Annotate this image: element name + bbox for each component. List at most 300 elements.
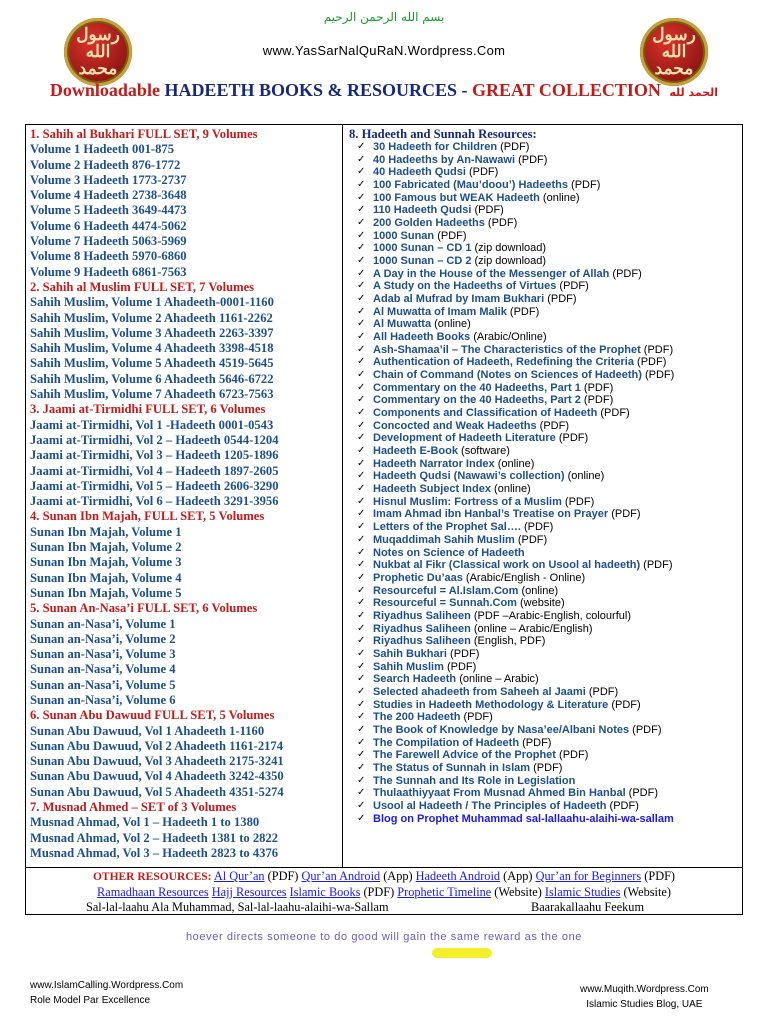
resource-link[interactable]: Resourceful = Al.Islam.Com: [373, 584, 519, 597]
resource-item: [347, 369, 741, 382]
checkmark-icon: ✓: [357, 407, 366, 419]
volume-link[interactable]: Sunan Abu Dawuud, Vol 1 Ahadeeth 1-1160: [30, 723, 265, 738]
checkmark-icon: ✓: [357, 609, 366, 621]
footer-left: [30, 978, 183, 1008]
footer-left-tagline: Role Model Par Excellence: [30, 995, 151, 1006]
volume-link[interactable]: Volume 5 Hadeeth 3649-4473: [30, 203, 187, 218]
hadeeth-resources-column: [347, 127, 741, 825]
resource-link[interactable]: A Study on the Hadeeths of Virtues: [373, 280, 557, 293]
resource-item: [347, 306, 741, 319]
resource-link[interactable]: The Sunnah and Its Role in Legislation: [373, 774, 576, 787]
resource-link[interactable]: The Book of Knowledge by Nasa’ee/Albani Notes: [373, 723, 630, 736]
collection-heading: 5. Sunan An-Nasa’i FULL SET, 6 Volumes: [30, 601, 258, 616]
resource-link[interactable]: Prophetic Du’aas: [373, 571, 463, 584]
resource-item: [347, 470, 741, 483]
resource-link[interactable]: The 200 Hadeeth: [373, 711, 461, 724]
resource-format: (online): [494, 457, 535, 470]
checkmark-icon: ✓: [357, 787, 366, 799]
title-part-downloadable: Downloadable: [49, 80, 160, 100]
other-resource-link[interactable]: Ramadhaan Resources: [97, 885, 209, 899]
checkmark-icon: ✓: [357, 229, 366, 241]
resource-item: [347, 648, 741, 661]
resource-link[interactable]: Ash-Shamaa’il – The Characteristics of the Prophet: [373, 343, 641, 356]
resource-link[interactable]: Imam Ahmad ibn Hanbal’s Treatise on Prayer: [373, 508, 609, 521]
checkmark-icon: ✓: [357, 635, 366, 647]
baraka-text: Baarakallaahu Feekum: [531, 900, 645, 914]
resource-link[interactable]: Authentication of Hadeeth, Redefining the Criteria: [373, 356, 634, 369]
resource-item: [347, 458, 741, 471]
column-divider: [342, 125, 343, 867]
resource-item: [347, 268, 741, 281]
resource-format: (PDF): [544, 293, 577, 306]
resource-item: [347, 407, 741, 420]
resource-link[interactable]: Riyadhus Saliheen: [373, 622, 471, 635]
volume-link[interactable]: Sunan an-Nasa’i, Volume 1: [30, 616, 176, 631]
resource-link[interactable]: Sahih Muslim: [373, 660, 444, 673]
resource-format: (PDF): [608, 508, 641, 521]
resource-link[interactable]: Commentary on the 40 Hadeeths, Part 2: [373, 394, 581, 407]
other-resource-link[interactable]: Prophetic Timeline: [397, 885, 492, 899]
resource-item: [347, 356, 741, 369]
resource-item: [347, 496, 741, 509]
resource-link[interactable]: Components and Classification of Hadeeth: [373, 407, 598, 420]
resource-item: [347, 749, 741, 762]
volume-link[interactable]: Volume 4 Hadeeth 2738-3648: [30, 188, 187, 203]
checkmark-icon: ✓: [357, 584, 366, 596]
resource-link[interactable]: Blog on Prophet Muhammad sal-lallaahu-alaihi-wa-sallam: [373, 812, 674, 825]
resource-item: [347, 534, 741, 547]
checkmark-icon: ✓: [357, 571, 366, 583]
resource-item: [347, 585, 741, 598]
checkmark-icon: ✓: [357, 761, 366, 773]
resource-format: (software): [457, 445, 510, 458]
resources-section-title: 8. Hadeeth and Sunnah Resources:: [349, 127, 537, 141]
resource-link[interactable]: Al Muwatta: [373, 318, 432, 331]
resource-item: [347, 813, 741, 826]
resource-link[interactable]: 40 Hadeeth Qudsi: [373, 166, 466, 179]
volume-link[interactable]: Musnad Ahmad, Vol 3 – Hadeeth 2823 to 4376: [30, 845, 279, 860]
resource-item: [347, 394, 741, 407]
resource-format: (PDF): [641, 369, 675, 382]
footer-right-tagline: Islamic Studies Blog, UAE: [586, 999, 703, 1010]
other-resource-link[interactable]: Qur’an Android: [301, 869, 381, 883]
resource-link[interactable]: Selected ahadeeth from Saheeh al Jaami: [373, 685, 586, 698]
resource-item: [347, 192, 741, 205]
checkmark-icon: ✓: [357, 166, 366, 178]
other-resource-format: (App): [380, 869, 416, 883]
checkmark-icon: ✓: [357, 331, 366, 343]
bismillah: بسم الله الرحمن الرحيم: [323, 10, 445, 24]
checkmark-icon: ✓: [357, 723, 366, 735]
other-resource-format: (PDF): [641, 869, 676, 883]
other-resource-link[interactable]: Islamic Studies: [544, 885, 621, 899]
footer-quote: hoever directs someone to do good will gain the same reward as the one: [185, 931, 583, 943]
resource-item: [347, 344, 741, 357]
other-resource-format: (App): [500, 869, 536, 883]
resource-item: [347, 432, 741, 445]
other-resources-line-1: [26, 869, 742, 885]
resource-item: [347, 420, 741, 433]
checkmark-icon: ✓: [357, 318, 366, 330]
resource-format: (online): [564, 470, 605, 483]
other-resources-label: OTHER RESOURCES:: [92, 871, 212, 883]
resource-format: (PDF): [580, 381, 614, 394]
checkmark-icon: ✓: [357, 191, 366, 203]
resource-item: [347, 255, 741, 268]
resource-item: [347, 154, 741, 167]
checkmark-icon: ✓: [357, 179, 366, 191]
checkmark-icon: ✓: [357, 293, 366, 305]
resource-item: [347, 737, 741, 750]
volume-link[interactable]: Sunan Abu Dawuud, Vol 3 Ahadeeth 2175-3241: [30, 754, 284, 769]
volume-link[interactable]: Volume 6 Hadeeth 4474-5062: [30, 218, 187, 233]
resource-format: (PDF): [484, 217, 518, 230]
resource-format: (PDF): [497, 141, 530, 153]
volume-link[interactable]: Sunan an-Nasa’i, Volume 5: [30, 677, 176, 692]
volume-link[interactable]: Volume 2 Hadeeth 876-1772: [30, 157, 181, 172]
checkmark-icon: ✓: [357, 381, 366, 393]
resource-format: (online): [431, 318, 471, 331]
volume-link[interactable]: Sunan Abu Dawuud, Vol 5 Ahadeeth 4351-5274: [30, 784, 284, 799]
other-resource-link[interactable]: Qur’an for Beginners: [535, 869, 642, 883]
resource-link[interactable]: Thulaathiyyaat From Musnad Ahmed Bin Hanbal: [373, 787, 626, 800]
resource-format: (PDF): [609, 267, 642, 280]
resource-link[interactable]: 1000 Sunan – CD 1: [373, 242, 472, 255]
resource-format: (PDF): [608, 698, 641, 711]
checkmark-icon: ✓: [357, 470, 366, 482]
resource-item: [347, 166, 741, 179]
checkmark-icon: ✓: [357, 356, 366, 368]
resource-link[interactable]: All Hadeeth Books: [373, 331, 471, 344]
salawat-text: Sal-lal-laahu Ala Muhammad, Sal-lal-laahu-alaihi-wa-Sallam: [86, 900, 389, 914]
volume-link[interactable]: Jaami at-Tirmidhi, Vol 5 – Hadeeth 2606-3290: [30, 478, 279, 493]
resource-link[interactable]: Muqaddimah Sahih Muslim: [373, 533, 515, 546]
resource-item: [347, 521, 741, 534]
volume-link[interactable]: Sunan an-Nasa’i, Volume 6: [30, 692, 176, 707]
resource-link[interactable]: Sahih Bukhari: [373, 647, 447, 660]
resource-link[interactable]: Al Muwatta of Imam Malik: [373, 305, 507, 318]
resource-format: (PDF): [633, 356, 667, 369]
volume-link[interactable]: Sunan Ibn Majah, Volume 5: [30, 585, 182, 600]
resource-item: [347, 661, 741, 674]
resource-item: [347, 610, 741, 623]
resource-link[interactable]: The Compilation of Hadeeth: [373, 736, 520, 749]
volume-link[interactable]: Sunan Abu Dawuud, Vol 4 Ahadeeth 3242-4350: [30, 769, 284, 784]
resource-link[interactable]: Adab al Mufrad by Imam Bukhari: [373, 293, 545, 306]
other-resources-box: [25, 867, 743, 915]
resource-item: [347, 280, 741, 293]
resource-item: [347, 559, 741, 572]
seal-logo-text: رسول الله محمد: [652, 24, 696, 79]
resource-format: (online): [490, 483, 531, 496]
resource-format: (Arabic/English - Online): [462, 571, 586, 584]
resource-link[interactable]: A Day in the House of the Messenger of Allah: [373, 267, 610, 280]
checkmark-icon: ✓: [357, 343, 366, 355]
resource-item: [347, 699, 741, 712]
checkmark-icon: ✓: [357, 508, 366, 520]
checkmark-icon: ✓: [357, 153, 366, 165]
checkmark-icon: ✓: [357, 749, 366, 761]
resource-format: (PDF): [555, 432, 589, 445]
resource-item: [347, 318, 741, 331]
volume-link[interactable]: Musnad Ahmad, Vol 1 – Hadeeth 1 to 1380: [30, 815, 260, 830]
volume-link[interactable]: Jaami at-Tirmidhi, Vol 3 – Hadeeth 1205-1896: [30, 448, 279, 463]
volume-link[interactable]: Sunan an-Nasa’i, Volume 3: [30, 647, 176, 662]
volume-link[interactable]: Musnad Ahmad, Vol 2 – Hadeeth 1381 to 2822: [30, 830, 279, 845]
resource-link[interactable]: 1000 Sunan: [373, 229, 435, 242]
volume-link[interactable]: Volume 1 Hadeeth 001-875: [30, 142, 175, 157]
resource-format: (PDF): [567, 179, 601, 192]
resource-format: (PDF): [580, 394, 614, 407]
resource-link[interactable]: Hadeeth Qudsi (Nawawi’s collection): [373, 470, 565, 483]
volume-link[interactable]: Sunan Ibn Majah, Volume 2: [30, 540, 182, 555]
resource-format: (PDF): [443, 660, 477, 673]
resource-format: (PDF): [515, 153, 548, 166]
resource-link[interactable]: 100 Fabricated (Mau’doou’) Hadeeths: [373, 179, 568, 192]
resource-link[interactable]: Nukbat al Fikr (Classical work on Usool al hadeeth): [373, 559, 641, 572]
resource-item: [347, 141, 741, 154]
resource-format: (PDF): [625, 787, 659, 800]
seal-logo-text: رسول الله محمد: [76, 24, 120, 79]
checkmark-icon: ✓: [357, 533, 366, 545]
volume-link[interactable]: Volume 9 Hadeeth 6861-7563: [30, 264, 187, 279]
resource-item: [347, 230, 741, 243]
volume-link[interactable]: Jaami at-Tirmidhi, Vol 1 -Hadeeth 0001-0543: [30, 417, 274, 432]
checkmark-icon: ✓: [357, 647, 366, 659]
resource-link[interactable]: Letters of the Prophet Sal….: [373, 521, 521, 534]
resource-format: (PDF): [640, 559, 673, 572]
resource-item: [347, 762, 741, 775]
resource-link[interactable]: Chain of Command (Notes on Sciences of Hadeeth): [373, 369, 642, 382]
resource-link[interactable]: Development of Hadeeth Literature: [373, 432, 556, 445]
resource-link[interactable]: Riyadhus Saliheen: [373, 609, 471, 622]
collection-heading: 4. Sunan Ibn Majah, FULL SET, 5 Volumes: [30, 509, 265, 524]
volume-link[interactable]: Sahih Muslim, Volume 7 Ahadeeth 6723-7563: [30, 387, 274, 402]
resource-link[interactable]: Riyadhus Saliheen: [373, 635, 471, 648]
resource-link[interactable]: Search Hadeeth: [373, 673, 457, 686]
resource-link[interactable]: Hadeeth E-Book: [373, 445, 458, 458]
resource-link[interactable]: Commentary on the 40 Hadeeths, Part 1: [373, 381, 581, 394]
volume-link[interactable]: Sunan Ibn Majah, Volume 3: [30, 555, 182, 570]
checkmark-icon: ✓: [357, 711, 366, 723]
resource-format: (PDF): [597, 407, 630, 420]
other-resource-link[interactable]: Al Qur’an: [213, 869, 265, 883]
resource-item: [347, 217, 741, 230]
checkmark-icon: ✓: [357, 394, 366, 406]
resource-format: (PDF): [434, 229, 467, 242]
resource-item: [347, 673, 741, 686]
checkmark-icon: ✓: [357, 457, 366, 469]
collection-heading: 7. Musnad Ahmed – SET of 3 Volumes: [30, 800, 237, 815]
resource-format: (PDF –Arabic-English, colourful): [470, 609, 631, 622]
other-resource-link[interactable]: Islamic Books: [289, 885, 361, 899]
resource-link[interactable]: Usool al Hadeeth / The Principles of Hadeeth: [373, 799, 607, 812]
resource-format: (zip download): [471, 255, 547, 268]
resource-link[interactable]: Hadeeth Subject Index: [373, 483, 491, 496]
resource-format: (PDF): [556, 280, 589, 293]
volume-link[interactable]: Jaami at-Tirmidhi, Vol 6 – Hadeeth 3291-3956: [30, 494, 279, 509]
resource-format: (PDF): [555, 749, 589, 762]
checkmark-icon: ✓: [357, 799, 366, 811]
resource-link[interactable]: The Status of Sunnah in Islam: [373, 761, 531, 774]
resources-table: [25, 124, 743, 868]
resource-link[interactable]: 30 Hadeeth for Children: [373, 141, 498, 153]
resource-item: [347, 204, 741, 217]
title-part-hadeeth-books: HADEETH BOOKS & RESOURCES -: [164, 80, 468, 100]
volume-link[interactable]: Sahih Muslim, Volume 4 Ahadeeth 3398-4518: [30, 341, 274, 356]
resource-format: (PDF): [465, 166, 499, 179]
other-resource-link[interactable]: Hajj Resources: [211, 885, 287, 899]
checkmark-icon: ✓: [357, 559, 366, 571]
checkmark-icon: ✓: [357, 812, 366, 824]
checkmark-icon: ✓: [357, 698, 366, 710]
resource-format: (online – Arabic/English): [470, 622, 593, 635]
resource-item: [347, 623, 741, 636]
resource-format: (online): [539, 191, 580, 204]
checkmark-icon: ✓: [357, 432, 366, 444]
checkmark-icon: ✓: [357, 204, 366, 216]
footer-left-url[interactable]: www.IslamCalling.Wordpress.Com: [30, 980, 184, 991]
resource-format: (PDF): [585, 685, 619, 698]
resource-format: (PDF): [471, 204, 504, 217]
resource-item: [347, 724, 741, 737]
other-resource-format: (Website): [620, 885, 671, 899]
volume-link[interactable]: Sahih Muslim, Volume 2 Ahadeeth 1161-2262: [30, 310, 273, 325]
resource-item: [347, 775, 741, 788]
resource-item: [347, 597, 741, 610]
checkmark-icon: ✓: [357, 217, 366, 229]
page-title: [0, 80, 768, 101]
resource-format: (PDF): [536, 419, 570, 432]
checkmark-icon: ✓: [357, 736, 366, 748]
title-arabic-alhamdulillah: الحمد لله: [669, 86, 719, 99]
resource-item: [347, 382, 741, 395]
resource-item: [347, 711, 741, 724]
checkmark-icon: ✓: [357, 546, 366, 558]
resource-item: [347, 483, 741, 496]
resource-format: (PDF): [520, 521, 554, 534]
resource-format: (PDF): [446, 647, 480, 660]
checkmark-icon: ✓: [357, 521, 366, 533]
resource-link[interactable]: Hisnul Muslim: Fortress of a Muslim: [373, 495, 562, 508]
resource-link[interactable]: 1000 Sunan – CD 2: [373, 255, 472, 268]
volume-link[interactable]: Sunan Ibn Majah, Volume 1: [30, 524, 182, 539]
volume-link[interactable]: Volume 3 Hadeeth 1773-2737: [30, 172, 187, 187]
resource-item: [347, 787, 741, 800]
resource-item: [347, 800, 741, 813]
volume-link[interactable]: Sunan an-Nasa’i, Volume 4: [30, 662, 176, 677]
collection-heading: 2. Sahih al Muslim FULL SET, 7 Volumes: [30, 279, 255, 294]
checkmark-icon: ✓: [357, 267, 366, 279]
resource-format: (online): [518, 584, 559, 597]
resource-link[interactable]: 100 Famous but WEAK Hadeeth: [373, 191, 540, 204]
collection-heading: 3. Jaami at-Tirmidhi FULL SET, 6 Volumes: [30, 402, 266, 417]
other-resource-link[interactable]: Hadeeth Android: [415, 869, 501, 883]
resource-link[interactable]: The Farewell Advice of the Prophet: [373, 749, 556, 762]
checkmark-icon: ✓: [357, 685, 366, 697]
resource-link[interactable]: Hadeeth Narrator Index: [373, 457, 495, 470]
resource-format: (PDF): [629, 723, 662, 736]
resource-link[interactable]: Resourceful = Sunnah.Com: [373, 597, 517, 610]
volume-link[interactable]: Sahih Muslim, Volume 5 Ahadeeth 4519-5645: [30, 356, 274, 371]
resource-link[interactable]: Concocted and Weak Hadeeths: [373, 419, 537, 432]
footer-right: [580, 982, 709, 1012]
resource-item: [347, 635, 741, 648]
resource-format: (PDF): [519, 736, 552, 749]
salawat-row: [26, 900, 742, 915]
volume-link[interactable]: Sahih Muslim, Volume 3 Ahadeeth 2263-3397: [30, 325, 274, 340]
checkmark-icon: ✓: [357, 660, 366, 672]
resources-list: [347, 141, 741, 825]
resource-link[interactable]: Studies in Hadeeth Methodology & Literature: [373, 698, 609, 711]
resource-item: [347, 293, 741, 306]
volume-link[interactable]: Jaami at-Tirmidhi, Vol 4 – Hadeeth 1897-2605: [30, 463, 279, 478]
checkmark-icon: ✓: [357, 242, 366, 254]
resource-format: (PDF): [561, 495, 595, 508]
resource-item: [347, 242, 741, 255]
resource-item: [347, 445, 741, 458]
resource-format: (PDF): [640, 343, 674, 356]
site-url[interactable]: www.YasSarNalQuRaN.Wordpress.Com: [262, 43, 506, 58]
highlight-mark: [432, 948, 492, 958]
resource-item: [347, 331, 741, 344]
checkmark-icon: ✓: [357, 673, 366, 685]
volume-link[interactable]: Volume 7 Hadeeth 5063-5969: [30, 234, 187, 249]
resource-format: (English, PDF): [470, 635, 546, 648]
resource-format: (PDF): [460, 711, 493, 724]
resource-format: (PDF): [506, 305, 540, 318]
checkmark-icon: ✓: [357, 622, 366, 634]
hadeeth-books-column: [30, 127, 340, 861]
checkmark-icon: ✓: [357, 495, 366, 507]
resource-link[interactable]: Notes on Science of Hadeeth: [373, 546, 525, 559]
resource-format: (website): [516, 597, 565, 610]
resource-format: (PDF): [606, 799, 639, 812]
resource-format: (PDF): [514, 533, 548, 546]
volume-link[interactable]: Sahih Muslim, Volume 6 Ahadeeth 5646-6722: [30, 371, 274, 386]
checkmark-icon: ✓: [357, 255, 366, 267]
resource-item: [347, 572, 741, 585]
volume-link[interactable]: Volume 8 Hadeeth 5970-6860: [30, 249, 187, 264]
resource-link[interactable]: 40 Hadeeths by An-Nawawi: [373, 153, 516, 166]
checkmark-icon: ✓: [357, 419, 366, 431]
resource-item: [347, 686, 741, 699]
resource-link[interactable]: 200 Golden Hadeeths: [373, 217, 485, 230]
checkmark-icon: ✓: [357, 280, 366, 292]
resource-format: (zip download): [471, 242, 547, 255]
checkmark-icon: ✓: [357, 597, 366, 609]
volume-link[interactable]: Jaami at-Tirmidhi, Vol 2 – Hadeeth 0544-1204: [30, 432, 279, 447]
resource-item: [347, 179, 741, 192]
resource-format: (online – Arabic): [456, 673, 539, 686]
volume-link[interactable]: Sunan Abu Dawuud, Vol 2 Ahadeeth 1161-2174: [30, 738, 284, 753]
resource-format: (Arabic/Online): [470, 331, 547, 344]
footer-right-url[interactable]: www.Muqith.Wordpress.Com: [580, 984, 709, 995]
resource-link[interactable]: 110 Hadeeth Qudsi: [373, 204, 472, 217]
checkmark-icon: ✓: [357, 305, 366, 317]
other-resources-line-2: [26, 885, 742, 900]
volume-link[interactable]: Sunan an-Nasa’i, Volume 2: [30, 631, 176, 646]
checkmark-icon: ✓: [357, 369, 366, 381]
title-part-great-collection: GREAT COLLECTION: [472, 80, 661, 100]
volume-link[interactable]: Sunan Ibn Majah, Volume 4: [30, 570, 182, 585]
checkmark-icon: ✓: [357, 483, 366, 495]
other-resource-format: (PDF): [360, 885, 398, 899]
resource-item: [347, 547, 741, 560]
checkmark-icon: ✓: [357, 774, 366, 786]
volume-link[interactable]: Sahih Muslim, Volume 1 Ahadeeth-0001-1160: [30, 295, 274, 310]
checkmark-icon: ✓: [357, 141, 366, 152]
